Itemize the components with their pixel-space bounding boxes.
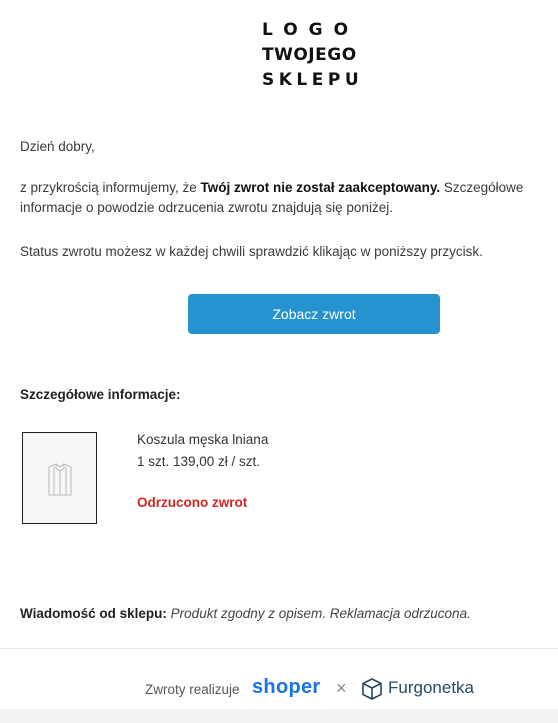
product-thumbnail xyxy=(22,432,97,524)
shop-message-label: Wiadomość od sklepu: xyxy=(20,606,167,621)
shirt-icon xyxy=(47,462,73,496)
logo-line-3: SKLEPU xyxy=(262,70,364,90)
product-price: 1 szt. 139,00 zł / szt. xyxy=(137,454,261,469)
shoper-logo: shoper xyxy=(252,676,321,698)
furgonetka-box-icon xyxy=(360,677,384,701)
footer xyxy=(0,649,558,709)
greeting-text: Dzień dobry, xyxy=(20,139,95,154)
message-rest: Szczegółowe informacje o powodzie odrzucenia zwrotu znajdują się poniżej. xyxy=(20,180,524,215)
shop-message xyxy=(20,606,471,621)
furgonetka-logo: Furgonetka xyxy=(388,678,474,697)
view-return-button[interactable]: Zobacz zwrot xyxy=(188,294,440,334)
footer-label: Zwroty realizuje xyxy=(145,682,240,697)
message-intro: z przykrością informujemy, że xyxy=(20,180,201,195)
return-status-badge: Odrzucono zwrot xyxy=(137,495,248,510)
message-highlight: Twój zwrot nie został zaakceptowany. xyxy=(200,180,441,195)
details-heading: Szczegółowe informacje: xyxy=(20,387,181,402)
times-separator: × xyxy=(336,678,347,698)
status-info-text: Status zwrotu możesz w każdej chwili sprawdzić klikając w poniższy przycisk. xyxy=(20,244,483,259)
product-name: Koszula męska lniana xyxy=(137,432,269,447)
rejection-message xyxy=(20,178,550,218)
logo-line-1: LOGO xyxy=(262,20,360,40)
shop-message-text: Produkt zgodny z opisem. Reklamacja odrzucona. xyxy=(170,606,471,621)
logo-line-2: TWOJEGO xyxy=(262,45,357,65)
bottom-strip xyxy=(0,709,558,723)
shop-logo xyxy=(262,18,363,93)
